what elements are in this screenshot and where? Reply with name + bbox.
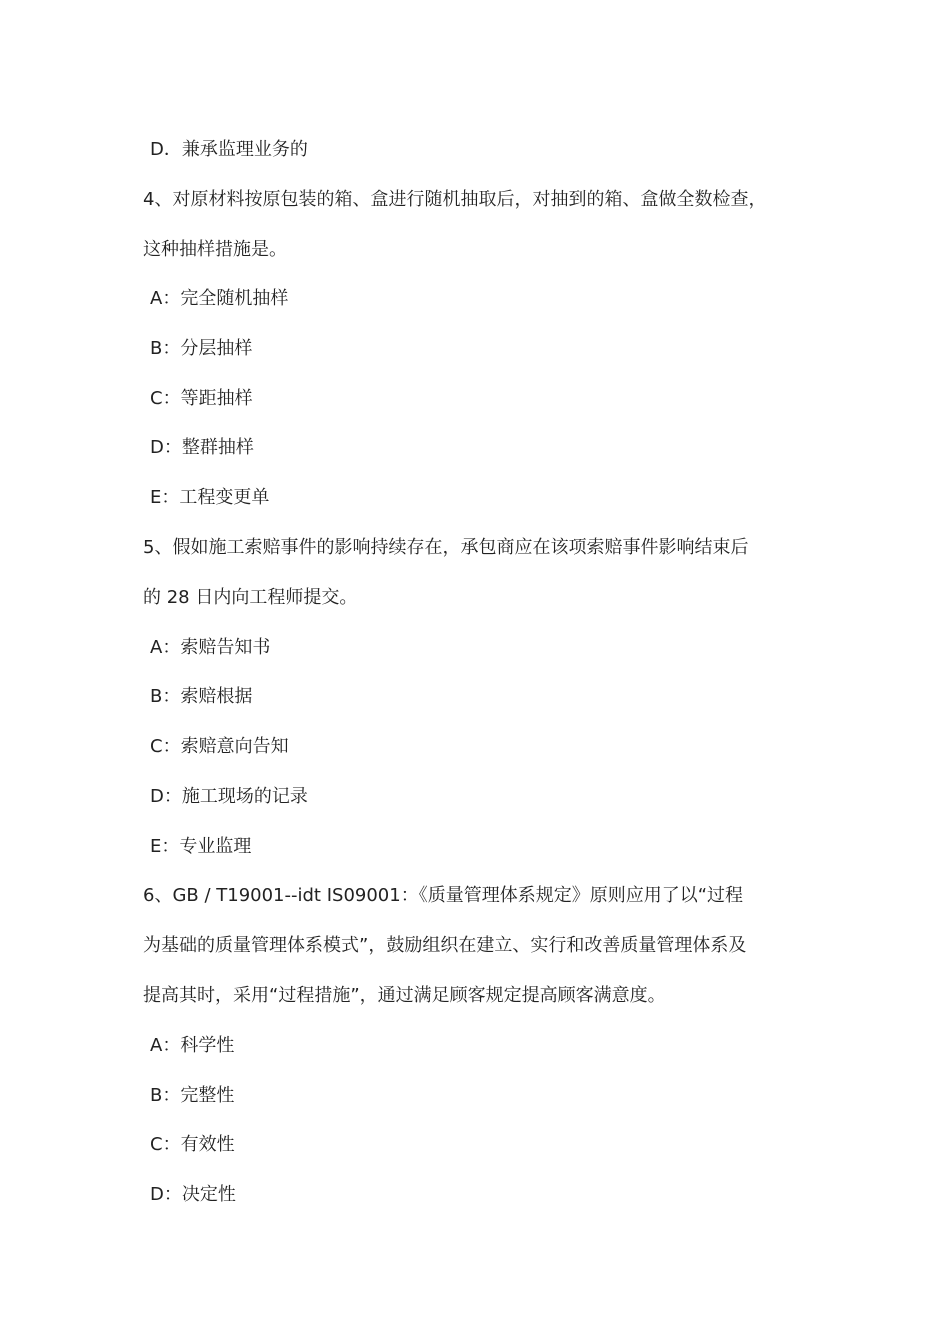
question-6-option-a: A：科学性 (150, 1035, 235, 1056)
question-6-line-2: 为基础的质量管理体系模式”，鼓励组织在建立、实行和改善质量管理体系及 (143, 935, 747, 956)
question-4-option-b: B：分层抽样 (150, 338, 253, 359)
question-5-line-1: 5、假如施工索赔事件的影响持续存在，承包商应在该项索赔事件影响结束后 (143, 537, 749, 558)
question-5-option-c: C：索赔意向告知 (150, 736, 289, 757)
question-4-option-c: C：等距抽样 (150, 388, 253, 409)
question-5-line-2: 的 28 日内向工程师提交。 (143, 587, 358, 608)
question-4-line-1: 4、对原材料按原包装的箱、盒进行随机抽取后，对抽到的箱、盒做全数检查， (143, 189, 767, 210)
question-6-option-c: C：有效性 (150, 1134, 235, 1155)
question-4-option-a: A：完全随机抽样 (150, 288, 289, 309)
question-6-option-d: D：决定性 (150, 1184, 236, 1205)
question-6-option-b: B：完整性 (150, 1085, 235, 1106)
question-5-option-e: E：专业监理 (150, 836, 252, 857)
question-5-option-d: D：施工现场的记录 (150, 786, 308, 807)
option-d-previous: D．兼承监理业务的 (150, 139, 308, 160)
question-4-option-d: D：整群抽样 (150, 437, 254, 458)
question-5-option-a: A：索赔告知书 (150, 637, 271, 658)
question-6-line-3: 提高其时，采用“过程措施”，通过满足顾客规定提高顾客满意度。 (143, 985, 666, 1006)
question-6-line-1: 6、GB / T19001--idt IS09001：《质量管理体系规定》原则应用了以“过程 (143, 885, 744, 906)
question-4-line-2: 这种抽样措施是。 (143, 239, 287, 260)
question-5-option-b: B：索赔根据 (150, 686, 253, 707)
question-4-option-e: E：工程变更单 (150, 487, 270, 508)
